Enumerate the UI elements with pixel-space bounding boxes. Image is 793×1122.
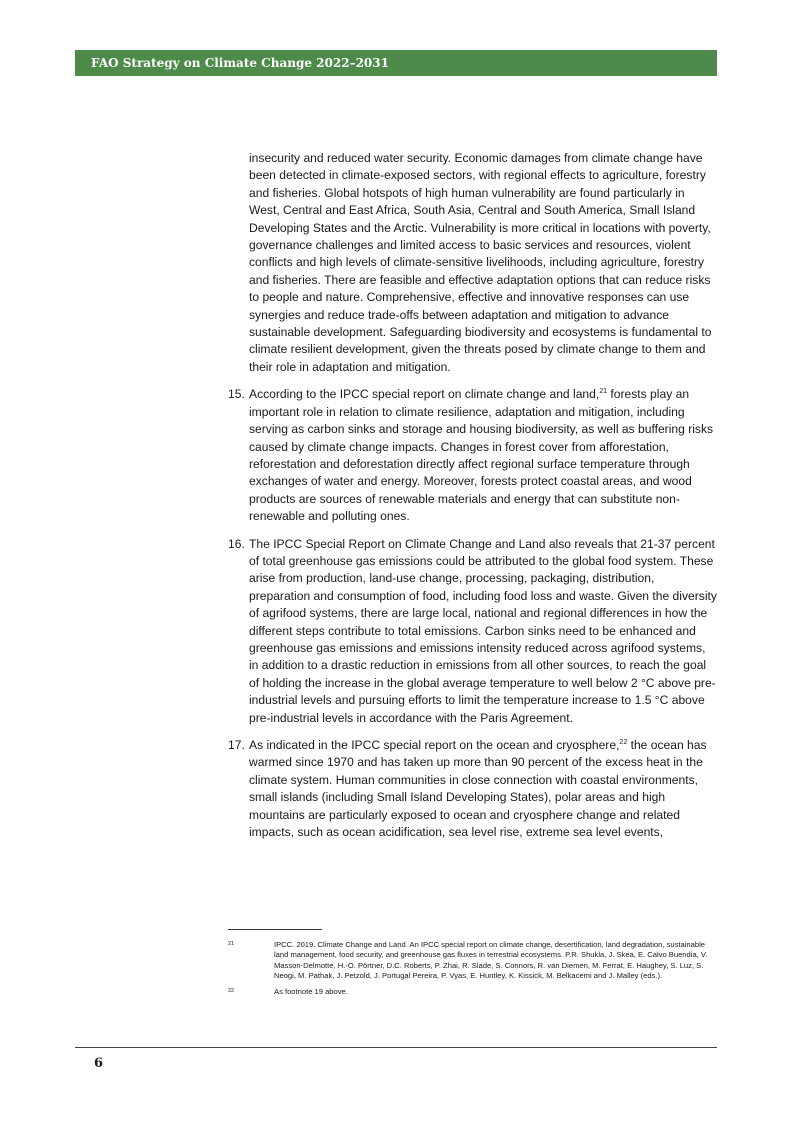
footnote-ref-21[interactable]: 21 [599,388,608,396]
footnote-22 [228,987,718,997]
footnotes [228,940,718,1003]
footnote-number: 22 [228,988,235,995]
footer-divider [75,1047,717,1048]
footnote-21 [228,940,718,981]
footnote-separator [228,929,322,930]
continued-paragraph: insecurity and reduced water security. Economic damages from climate change have been detected in climate-exposed sectors, with regional effects to agriculture, forestry and fisheries. Global hotspots of high human vulnerability are found particularly in West, Central and East Africa, South Asia, Central and South America, Small Island Developing States and the Arctic. Vulnerability is more critical in locations with poverty, governance challenges and limited access to basic services and resources, violent conflicts and high levels of climate-sensitive livelihoods, including agriculture, forestry and fisheries. There are feasible and effective adaptation options that can reduce risks to people and nature. Comprehensive, effective and innovative responses can use synergies and reduce trade-offs between adaptation and mitigation to advance sustainable development. Safeguarding biodiversity and ecosystems is fundamental to climate resilient development, given the threats posed by climate change to them and their role in adaptation and mitigation. [249,151,712,374]
body-text [228,150,718,851]
paragraph-text-start: As indicated in the IPCC special report on the ocean and cryosphere, [249,738,620,752]
header-title: FAO Strategy on Climate Change 2022–2031 [91,56,389,70]
paragraph-number: 16. [228,536,245,551]
page-number: 6 [94,1056,104,1071]
paragraph-17 [228,737,718,841]
paragraph-text: The IPCC Special Report on Climate Change and Land also reveals that 21-37 percent of total greenhouse gas emissions could be attributed to the global food system. These arise from production, land-use change, processing, packaging, distribution, preparation and consumption of food, including food loss and waste. Given the diversity of agrifood systems, there are large local, national and regional differences in how the different steps contribute to total emissions. Carbon sinks need to be enhanced and greenhouse gas emissions and emissions intensity reduced across agrifood systems, in addition to a drastic reduction in emissions from all other sources, to reach the goal of holding the increase in the global average temperature to well below 2 °C above pre-industrial levels and pursuing efforts to limit the temperature increase to 1.5 °C above pre-industrial levels in accordance with the Paris Agreement. [249,536,717,725]
footnote-text: IPCC. 2019. Climate Change and Land. An IPCC special report on climate change, desertification, land degradation, sustainable land management, food security, and greenhouse gas fluxes in terrestrial ecosystems. P.R. Shukla, J. Skea, E. Calvo Buendia, V. Masson-Delmotte, H.-O. Pörtner, D.C. Roberts, P. Zhai, R. Slade, S. Connors, R. van Diemen, M. Ferrat, E. Haughey, S. Luz, S. Neogi, M. Pathak, J. Petzold, J. Portugal Pereira, P. Vyas, E. Huntley, K. Kissick, M. Belkacemi and J. Malley (eds.). [274,940,708,980]
paragraph-text-start: According to the IPCC special report on climate change and land, [249,387,600,402]
paragraph-16 [228,536,718,727]
paragraph-number: 17. [228,738,245,752]
paragraph-15 [228,386,718,525]
header-bar [75,50,717,76]
footnote-ref-22[interactable]: 22 [619,738,628,746]
paragraph-text-rest: the ocean has warmed since 1970 and has taken up more than 90 percent of the excess heat in the climate system. Human communities in close connection with coastal environments, small islands (including Small Island Developing States), polar areas and high mountains are particularly exposed to ocean and cryosphere change and related impacts, such as ocean acidification, sea level rise, extreme sea level events, [249,738,707,840]
footnote-text: As footnote 19 above. [274,987,348,997]
paragraph-text-rest: forests play an important role in relation to climate resilience, adaptation and mitigation, including serving as carbon sinks and storage and housing biodiversity, as well as buffering risks caused by climate change impacts. Changes in forest cover from afforestation, reforestation and deforestation directly affect regional surface temperature through exchanges of water and energy. Moreover, forests protect coastal areas, and wood products are sources of renewable materials and energy that can substitute non-renewable and polluting ones. [249,387,714,524]
footnote-number: 21 [228,941,235,947]
paragraph-number: 15. [228,387,245,402]
